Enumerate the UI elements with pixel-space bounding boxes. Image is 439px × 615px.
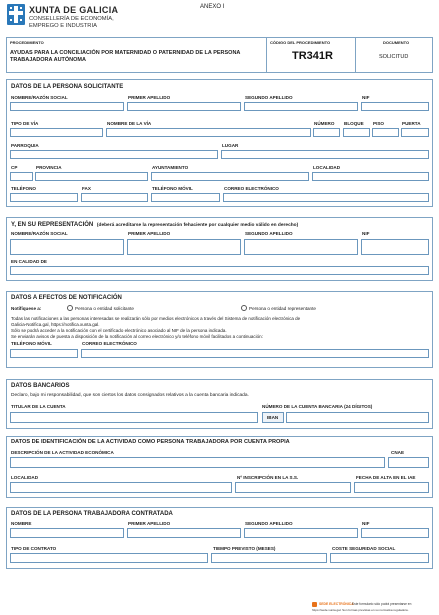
worker-label-contract: TIPO DE CONTRATO <box>11 546 57 551</box>
annex-label: ANEXO I <box>200 4 225 10</box>
applicant-locality-input[interactable] <box>312 172 429 181</box>
label-phone: TELÉFONO <box>11 186 37 191</box>
bank-section-title: DATOS BANCARIOS <box>11 383 70 389</box>
activity-label-iae: FECHA DE ALTA EN EL IAE <box>356 475 416 480</box>
footer-text-1: Este formulario sólo podrá presentarse en <box>352 602 412 606</box>
activity-iae-input[interactable] <box>354 482 429 493</box>
worker-surname1-input[interactable] <box>127 528 241 538</box>
notify-mobile-input[interactable] <box>10 349 78 358</box>
worker-label-nif: NIF <box>362 521 370 526</box>
rep-name-input[interactable] <box>10 239 124 255</box>
bank-label-account: NÚMERO DE LA CUENTA BANCARIA (24 DÍGITOS) <box>262 404 373 409</box>
label-email: CORREO ELECTRÓNICO <box>224 186 279 191</box>
footer-brand: SEDE ELECTRÓNICA <box>319 602 354 606</box>
rep-label-surname1: PRIMER APELLIDO <box>128 231 171 236</box>
sede-logo-icon <box>312 602 317 607</box>
applicant-fax-input[interactable] <box>81 193 148 202</box>
applicant-province-input[interactable] <box>35 172 148 181</box>
bank-account-input[interactable] <box>286 412 429 423</box>
worker-label-name: NOMBRE <box>11 521 32 526</box>
rep-label-surname2: SEGUNDO APELLIDO <box>245 231 293 236</box>
procedure-title-2: TRABAJADORA AUTÓNOMA <box>10 57 86 63</box>
applicant-mobile-input[interactable] <box>151 193 220 202</box>
worker-name-input[interactable] <box>10 528 124 538</box>
activity-label-cnae: CNAE <box>391 450 405 455</box>
applicant-floor-input[interactable] <box>372 128 399 137</box>
applicant-section-title: DATOS DE LA PERSONA SOLICITANTE <box>11 84 124 90</box>
cross-emblem-icon <box>7 4 25 25</box>
applicant-block-input[interactable] <box>343 128 370 137</box>
rep-label-name: NOMBRE/RAZÓN SOCIAL <box>11 231 68 236</box>
label-fax: FAX <box>82 186 91 191</box>
representation-title-text: Y, EN SU REPRESENTACIÓN <box>11 222 94 228</box>
label-block: BLOQUE <box>344 121 364 126</box>
label-door: PUERTA <box>402 121 421 126</box>
worker-label-surname1: PRIMER APELLIDO <box>128 521 171 526</box>
applicant-surname2-input[interactable] <box>244 102 358 111</box>
procedure-label: PROCEDIMIENTO <box>10 40 44 45</box>
applicant-place-input[interactable] <box>221 150 429 159</box>
radio-applicant-label: Persona o entidad solicitante <box>75 306 134 311</box>
activity-section-title: DATOS DE IDENTIFICACIÓN DE LA ACTIVIDAD COMO PERSONA TRABAJADORA POR CUENTA PROPIA <box>11 439 290 445</box>
activity-label-ss: Nº INSCRIPCIÓN EN LA S.S. <box>237 475 299 480</box>
worker-surname2-input[interactable] <box>244 528 358 538</box>
applicant-nif-input[interactable] <box>361 102 429 111</box>
footer-text-2: https://sede.xunta.gal. Son formas previstas en su normativa reguladora. <box>312 608 409 612</box>
label-via-name: NOMBRE DE LA VÍA <box>107 121 152 126</box>
label-cp: CP <box>11 165 18 170</box>
rep-surname2-input[interactable] <box>244 239 358 255</box>
worker-sscost-input[interactable] <box>330 553 429 563</box>
notify-label-mobile: TELÉFONO MÓVIL <box>11 341 52 346</box>
notification-text-2: Galicia-Notifica.gal, https://notifica.xunta.gal. <box>11 322 100 327</box>
label-council: AYUNTAMIENTO <box>152 165 189 170</box>
rep-label-nif: NIF <box>362 231 370 236</box>
label-parish: PARROQUIA <box>11 143 39 148</box>
iban-label: IBAN <box>267 415 279 420</box>
applicant-name-input[interactable] <box>10 102 124 111</box>
label-province: PROVINCIA <box>36 165 62 170</box>
procedure-code-label: CÓDIGO DEL PROCEDIMIENTO <box>270 40 331 45</box>
label-mobile: TELÉFONO MÓVIL <box>152 186 193 191</box>
radio-representative-label: Persona o entidad representante <box>249 306 316 311</box>
activity-label-locality: LOCALIDAD <box>11 475 39 480</box>
activity-description-input[interactable] <box>10 457 385 468</box>
xunta-logo <box>7 4 25 25</box>
label-floor: PISO <box>373 121 384 126</box>
applicant-council-input[interactable] <box>151 172 309 181</box>
bank-holder-input[interactable] <box>10 412 258 423</box>
worker-time-input[interactable] <box>211 553 327 563</box>
document-label: DOCUMENTO <box>383 40 410 45</box>
applicant-via-name-input[interactable] <box>106 128 311 137</box>
bank-declaration: Declaro, bajo mi responsabilidad, que son ciertos los datos consignados relativos a la cuenta bancaria indicada. <box>11 393 249 398</box>
applicant-via-type-input[interactable] <box>10 128 103 137</box>
worker-label-sscost: COSTE SEGURIDAD SOCIAL <box>332 546 396 551</box>
label-number: NÚMERO <box>314 121 335 126</box>
label-locality: LOCALIDAD <box>313 165 341 170</box>
label-name: NOMBRE/RAZÓN SOCIAL <box>11 95 68 100</box>
org-name: XUNTA DE GALICIA <box>29 5 119 15</box>
org-department-line1: CONSELLERÍA DE ECONOMÍA, <box>29 16 114 22</box>
worker-label-time: TIEMPO PREVISTO (MESES) <box>213 546 276 551</box>
notification-text-1: Todas las notificaciones a las personas interesadas se realizarán sólo por medios electrónicos a través del Sistema de notificación electrónica de <box>11 316 301 321</box>
rep-label-capacity: EN CALIDAD DE <box>11 259 47 264</box>
label-surname2: SEGUNDO APELLIDO <box>245 95 293 100</box>
rep-surname1-input[interactable] <box>127 239 241 255</box>
applicant-email-input[interactable] <box>223 193 429 202</box>
bank-label-holder: TITULAR DE LA CUENTA <box>11 404 66 409</box>
notification-section-title: DATOS A EFECTOS DE NOTIFICACIÓN <box>11 295 122 301</box>
applicant-surname1-input[interactable] <box>127 102 241 111</box>
activity-cnae-input[interactable] <box>388 457 429 468</box>
document-type: SOLICITUD <box>379 54 409 60</box>
label-nif: NIF <box>362 95 370 100</box>
activity-label-description: DESCRIPCIÓN DE LA ACTIVIDAD ECONÓMICA <box>11 450 114 455</box>
org-department-line2: EMPREGO E INDUSTRIA <box>29 23 97 29</box>
activity-locality-input[interactable] <box>10 482 232 493</box>
applicant-parish-input[interactable] <box>10 150 218 159</box>
worker-section-title: DATOS DE LA PERSONA TRABAJADORA CONTRATADA <box>11 511 173 517</box>
rep-capacity-input[interactable] <box>10 266 429 275</box>
applicant-phone-input[interactable] <box>10 193 78 202</box>
representation-note: (deberá acreditarse la representación fehaciente por cualquier medio válido en derecho) <box>96 223 299 228</box>
label-via-type: TIPO DE VÍA <box>11 121 39 126</box>
notify-email-input[interactable] <box>81 349 429 358</box>
rep-nif-input[interactable] <box>361 239 429 255</box>
procedure-code: TR341R <box>292 50 333 62</box>
applicant-cp-input[interactable] <box>10 172 33 181</box>
label-surname1: PRIMER APELLIDO <box>128 95 171 100</box>
representation-section-title <box>11 222 298 229</box>
applicant-number-input[interactable] <box>313 128 340 137</box>
applicant-door-input[interactable] <box>401 128 429 137</box>
label-place: LUGAR <box>222 143 239 148</box>
worker-label-surname2: SEGUNDO APELLIDO <box>245 521 293 526</box>
radio-representative[interactable] <box>241 305 247 311</box>
worker-contract-input[interactable] <box>10 553 208 563</box>
procedure-title-1: AYUDAS PARA LA CONCILIACIÓN POR MATERNIDAD O PATERNIDAD DE LA PERSONA <box>10 50 241 56</box>
worker-nif-input[interactable] <box>361 528 429 538</box>
notify-label: Notifíquese a: <box>11 306 42 311</box>
notify-label-email: CORREO ELECTRÓNICO <box>82 341 137 346</box>
radio-applicant[interactable] <box>67 305 73 311</box>
activity-ss-input[interactable] <box>235 482 351 493</box>
notification-text-3: Sólo se podrá acceder a la notificación con el certificado electrónico asociado al NIF de la persona indicada. <box>11 328 227 333</box>
notification-text-4: Se enviarán avisos de puesta a disposición de la notificación al correo electrónico y/o teléfono móvil facilitados a continuación: <box>11 334 263 339</box>
